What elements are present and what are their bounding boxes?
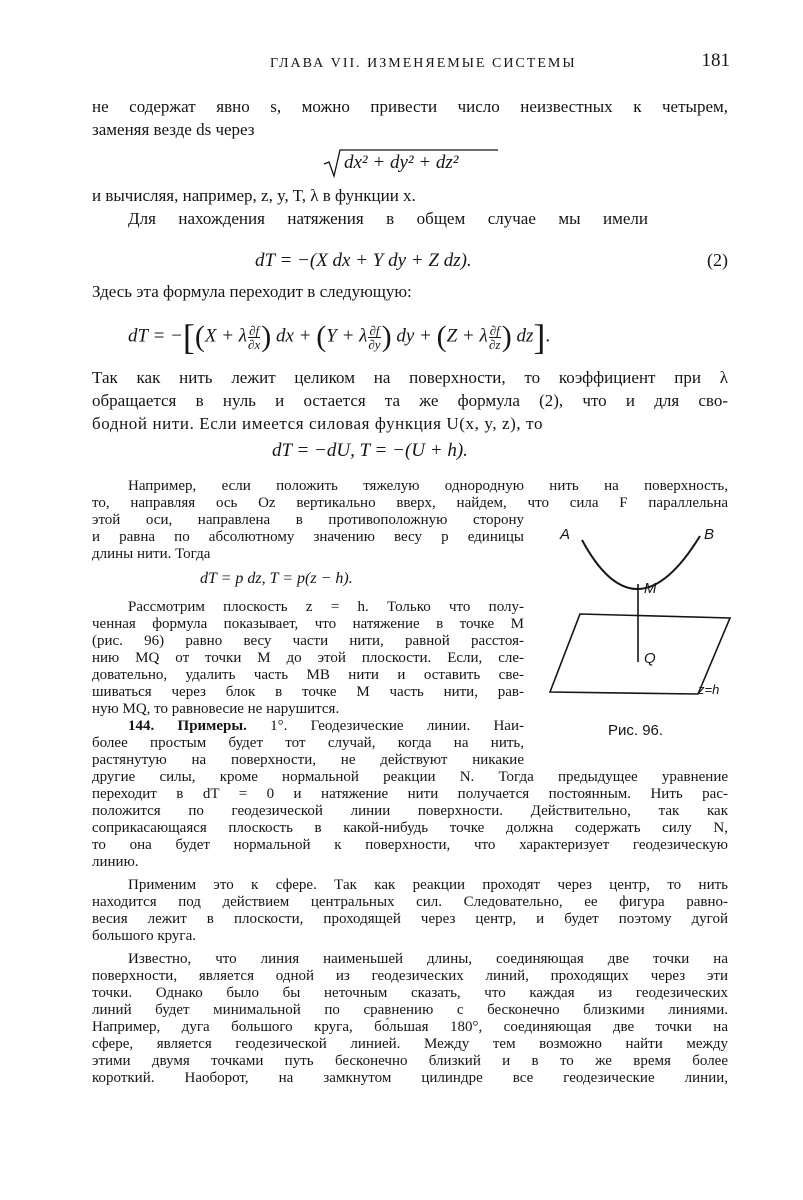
text-line: соприкасающаяся плоскость в какой-нибудь точке должна содержать силу N, xyxy=(92,820,728,836)
text-line: ную MQ, то равновесие не нарушится. xyxy=(92,701,340,717)
text-line: Рассмотрим плоскость z = h. Только что полу- xyxy=(128,599,524,615)
text-line: более простым будет тот случай, когда на нить, xyxy=(92,735,524,751)
book-page: ГЛАВА VII. ИЗМЕНЯЕМЫЕ СИСТЕМЫ 181 не содержат явно s, можно привести число неизвестных к четырем, заменяя везде ds через dx² + dy² + dz² и вычисляя, например, z, y, T, λ в функции x. Для нахождения натяжения в общем случае мы имели dT = −(X dx + Y dy + Z dz). (2) Здесь эта формула переходит в следующую: dT = −[(X + λ $\frac{\partial f}{\partial x}$ ) dx + (Y + λ $\frac{\partial f}{\partial y}$ ) dy + (Z + λ $\frac{\partial f}{\partial z}$ ) dz]. Так как нить лежит целиком на поверхности, то коэффициент при λ обращается в нуль и остается та же формула (2), что и для сво- бодной нити. Если имеется силовая функция U(x, y, z), то dT = −dU, T = −(U + h). Например, если положить тяжелую однородную нить на поверхность, то, направляя ось Oz вертикально вверх, найдем, что сила F параллельна этой оси, направлена в противоположную сторону и равна по абсолютному значению весу p единицы длины нити. Тогда dT = p dz, T = p(z − h). Рассмотрим плоскость z = h. Только что полу- ченная формула показывает, что натяжение в точке M (рис. 96) равно весу части нити, равной расстоя- нию MQ от точки M до этой плоскости. Если, сле- довательно, удалить часть MB нити и оставить све- шиваться через блок в точке M часть нити, рав- ную MQ, то равновесие не нарушится. 144. Примеры. 1°. Геодезические линии. Наи- более простым будет тот случай, когда на нить, растянутую на поверхности, не действуют никакие другие силы, кроме нормальной реакции N. Тогда предыдущее уравнение переходит в dT = 0 и натяжение нити получается постоянным. Нить рас- положится по геодезической линии поверхности. Действительно, так как соприкасающаяся плоскость в какой-нибудь точке должна содержать силу N, то она будет нормальной к поверхности, что характеризует геодезическую линию. Применим это к сфере. Так как реакции проходят через центр, то нить находится под действием центральных сил. Следовательно, ее фигура равно- весия лежит в плоскости, проходящей через центр, и будет поэтому дугой большого круга. Известно, что линия наименьшей длины, соединяющая две точки на поверхности, является одной из геодезических линий, проходящих через эти точки. Однако было бы неточным сказать, что каждая из геодезических линий будет минимальной по сравнению с бесконечно близкими линиями. Например, дуга большого круга, бо́льшая 180°, соединяющая две точки на сфере, является геодезической линией. Между тем возможно найти между этими двумя точками путь бесконечно близкий и в то же время более короткий. Наоборот, на замкнутом цилиндре все геодезические линии, A B M Q z=h Рис. 96. xyxy=(0,0,803,1200)
text-line: нию MQ от точки M до этой плоскости. Если, сле- xyxy=(92,650,524,666)
section-number: 144. Примеры. xyxy=(128,718,247,734)
section-heading-line xyxy=(128,717,524,735)
equation-2: dT = −(X dx + Y dy + Z dz). xyxy=(255,250,472,271)
text-line: линий будет минимальной по сравнению с бесконечно близкими линиями. xyxy=(92,1002,728,1018)
label-a: A xyxy=(560,526,571,543)
running-head: ГЛАВА VII. ИЗМЕНЯЕМЫЕ СИСТЕМЫ xyxy=(270,56,577,71)
section-title: 1°. Геодезические линии. Наи- xyxy=(246,718,524,734)
equation-potential: dT = −dU, T = −(U + h). xyxy=(272,440,468,461)
text-line: довательно, удалить часть MB нити и оставить све- xyxy=(92,667,524,683)
text-line: и вычисляя, например, z, y, T, λ в функции x. xyxy=(92,186,416,205)
equation-tension-surface: dT = −[(X + λ $\frac{\partial f}{\partial x}$ ) dx + (Y + λ $\frac{\partial f}{\partial y}$ ) dy + (Z + λ $\frac{\partial f}{\partial z}$ ) dz]. xyxy=(128,317,551,357)
text-line: положится по геодезической линии поверхности. Действительно, так как xyxy=(92,803,728,819)
text-line: не содержат явно s, можно привести число неизвестных к четырем, xyxy=(92,97,728,116)
text-line: то она будет нормальной к поверхности, что характеризует геодезическую xyxy=(92,837,728,853)
text-line: Здесь эта формула переходит в следующую: xyxy=(92,282,412,301)
text-line: весия лежит в плоскости, проходящей через центр, и будет поэтому дугой xyxy=(92,911,728,927)
text-line: короткий. Наоборот, на замкнутом цилиндре все геодезические линии, xyxy=(92,1070,728,1086)
text-line: Так как нить лежит целиком на поверхности, то коэффициент при λ xyxy=(92,368,728,387)
text-line: другие силы, кроме нормальной реакции N. Тогда предыдущее уравнение xyxy=(92,769,728,785)
text-line: Применим это к сфере. Так как реакции проходят через центр, то нить xyxy=(128,877,728,893)
text-line: Известно, что линия наименьшей длины, соединяющая две точки на xyxy=(128,951,728,967)
text-line: Для нахождения натяжения в общем случае мы имели xyxy=(128,209,648,228)
page-header xyxy=(90,52,730,76)
label-q: Q xyxy=(644,650,656,667)
text-line: длины нити. Тогда xyxy=(92,546,211,562)
text-line: Например, если положить тяжелую однородную нить на поверхность, xyxy=(128,478,728,494)
label-plane: z=h xyxy=(698,682,720,697)
text-line: растянутую на поверхности, не действуют никакие xyxy=(92,752,524,768)
text-line: ченная формула показывает, что натяжение в точке M xyxy=(92,616,524,632)
text-line: (рис. 96) равно весу части нити, равной расстоя- xyxy=(92,633,524,649)
text-line: переходит в dT = 0 и натяжение нити получается постоянным. Нить рас- xyxy=(92,786,728,802)
equation-number: (2) xyxy=(707,250,728,270)
text-line: то, направляя ось Oz вертикально вверх, найдем, что сила F параллельна xyxy=(92,495,728,511)
figure-96 xyxy=(540,522,740,752)
label-b: B xyxy=(704,526,715,543)
text-line: обращается в нуль и остается та же формула (2), что и для сво- xyxy=(92,391,728,410)
text-line: этими двумя точками путь бесконечно близкий и в то же время более xyxy=(92,1053,728,1069)
text-line: Например, дуга большого круга, бо́льшая 180°, соединяющая две точки на xyxy=(92,1019,728,1035)
text-line: и равна по абсолютному значению весу p единицы xyxy=(92,529,524,545)
text-line: шиваться через блок в точке M часть нити, рав- xyxy=(92,684,524,700)
text-line: находится под действием центральных сил. Следовательно, ее фигура равно- xyxy=(92,894,728,910)
text-line: бодной нити. Если имеется силовая функция U(x, y, z), то xyxy=(92,414,544,433)
equation-heavy-thread: dT = p dz, T = p(z − h). xyxy=(200,570,353,587)
text-line: линию. xyxy=(92,854,139,870)
text-line: сфере, является геодезической линией. Между тем возможно найти между xyxy=(92,1036,728,1052)
label-m: M xyxy=(644,580,657,597)
text-line: заменяя везде ds через xyxy=(92,120,255,139)
figure-caption: Рис. 96. xyxy=(608,722,664,739)
text-line: большого круга. xyxy=(92,928,196,944)
text-line: этой оси, направлена в противоположную сторону xyxy=(92,512,524,528)
text-line: точки. Однако было бы неточным сказать, что каждая из геодезических xyxy=(92,985,728,1001)
page-number: 181 xyxy=(701,50,730,71)
text-line: поверхности, является одной из геодезических линий, проходящих через эти xyxy=(92,968,728,984)
